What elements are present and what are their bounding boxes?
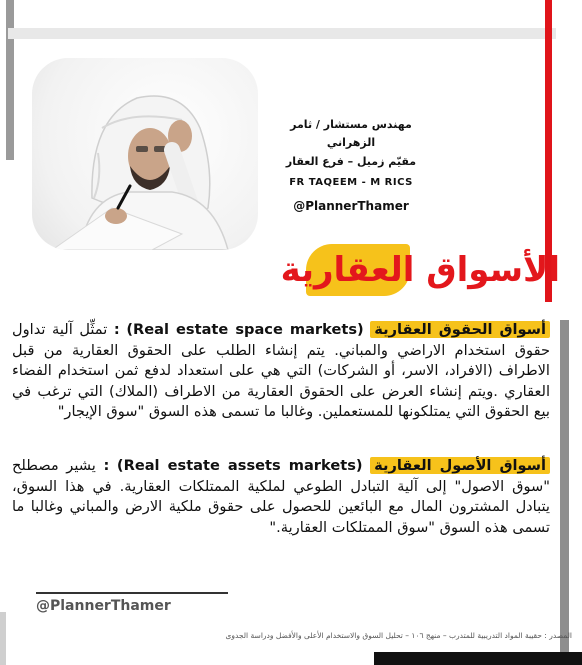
decor-bar-left-top [6, 0, 14, 160]
source-citation: المصدر : حقيبة المواد التدريبية للمتدرب – منهج ١٠٦ – تحليل السوق والاستخدام الأعلى والأفضل ودراسة الجدوى [225, 631, 572, 640]
decor-bar-bottom [374, 652, 582, 665]
author-credentials: FR TAQEEM - M RICS [289, 177, 413, 188]
author-block [276, 116, 426, 218]
section-colon: : [113, 321, 120, 338]
author-photo [32, 58, 258, 250]
decor-bar-top [8, 28, 556, 39]
section-assets-markets [12, 456, 550, 538]
section-term: أسواق الحقوق العقارية [370, 321, 550, 338]
section-term: أسواق الأصول العقارية [370, 457, 550, 474]
section-body: تمثِّل آلية تداول حقوق استخدام الاراضي والمباني. يتم إنشاء الطلب على الحقوق العقارية من قبل الاطراف (الافراد، الاسر، أو الشركات) التي هي على استعداد لدفع ثمن استخدام الفضاء العقاري .ويتم إنشاء العرض على الحقوق العقارية من الاطراف (الملاك) التي ترغب في بيع الحقوق التي يمتلكونها للمستعملين. وغالبا ما تسمى هذه السوق "سوق الإيجار" [12, 321, 550, 420]
decor-bar-left-bottom [0, 612, 6, 665]
section-body: يشير مصطلح "سوق الاصول" إلى آلية التبادل الطوعي لملكية الممتلكات العقارية. في هذا السوق، يتبادل المشترون المال مع البائعين للحصول على حقوق ملكية الارض والمباني وغالبا ما تسمى هذه السوق "سوق الممتلكات العقارية." [12, 457, 550, 536]
author-handle: @PlannerThamer [293, 199, 409, 213]
section-colon: : [103, 457, 110, 474]
author-portrait-image [32, 58, 258, 250]
author-title: مقيّم زميل – فرع العقار [285, 155, 417, 168]
section-space-markets [12, 320, 550, 423]
footer-handle: @PlannerThamer [36, 598, 171, 614]
section-term-en: (Real estate space markets) [126, 321, 364, 338]
footer-rule [36, 592, 228, 594]
page-title: الأسواق العقارية [280, 250, 560, 290]
decor-bar-right [560, 320, 569, 660]
section-term-en: (Real estate assets markets) [116, 457, 363, 474]
author-name: مهندس مستشار / ثامر الزهراني [290, 118, 412, 149]
